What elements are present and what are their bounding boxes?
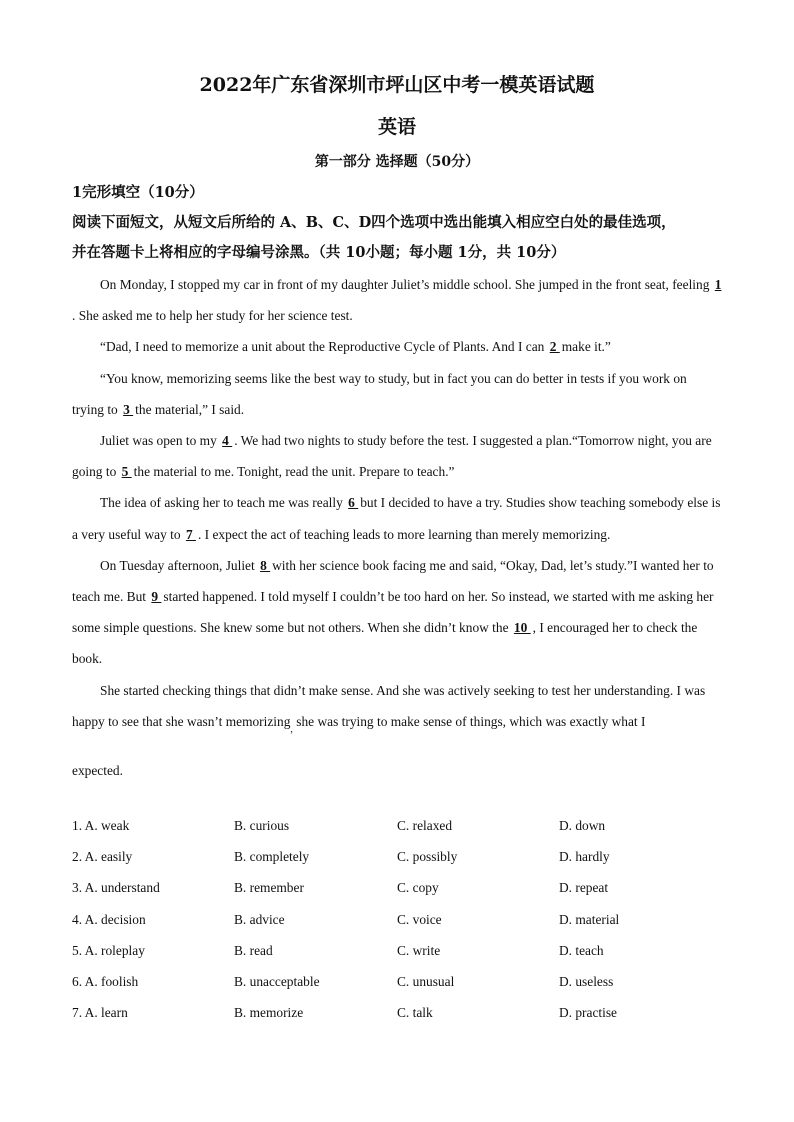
option-b: B. advice xyxy=(234,911,285,927)
option-b: B. remember xyxy=(234,880,304,896)
blank-4: 4 xyxy=(222,433,233,449)
option-d: D. down xyxy=(559,818,606,833)
option-row xyxy=(72,969,732,1000)
blank-7: 7 xyxy=(185,526,196,542)
part-title: 第一部分 选择题（50分） xyxy=(314,154,480,170)
option-d: D. useless xyxy=(559,973,614,989)
passage-paragraph: She started checking things that didn’t make sense. And she was actively seeking to test her understanding. I was happy to see that she wasn’t memorizing$_,$ she was trying to make sense of things, which was exactly what I xyxy=(72,682,706,735)
option-a: 7. A. learn xyxy=(72,1005,128,1021)
option-c: C. possibly xyxy=(397,849,458,865)
option-d: D. repeat xyxy=(559,880,609,896)
instructions-line-2: 并在答题卡上将相应的字母编号涂黑。（共 10小题；每小题 1分，共 10分） xyxy=(72,244,566,261)
option-c: C. unusual xyxy=(397,973,455,989)
option-row xyxy=(72,938,732,969)
blank-6: 6 xyxy=(348,495,359,511)
passage-paragraph: The idea of asking her to teach me was really 6 but I decided to have a try. Studies show teaching somebody else is a very useful way to 7 . I expect the act of teaching leads to more learning than merely memorizing. xyxy=(72,495,721,542)
option-b: B. unacceptable xyxy=(234,973,320,989)
option-d: D. practise xyxy=(559,1005,618,1021)
blank-5: 5 xyxy=(121,464,132,480)
passage-paragraph: “Dad, I need to memorize a unit about the Reproductive Cycle of Plants. And I can 2 make it.” xyxy=(100,339,611,355)
option-d: D. hardly xyxy=(559,849,610,865)
section-heading: 1完形填空（10分） xyxy=(72,184,204,201)
option-b: B. completely xyxy=(234,849,310,865)
blank-2: 2 xyxy=(549,339,560,355)
option-a: 1. A. weak xyxy=(72,818,130,833)
option-d: D. material xyxy=(559,911,620,927)
blank-1: 1 xyxy=(714,277,722,292)
option-a: 2. A. easily xyxy=(72,849,133,865)
passage-paragraph: Juliet was open to my 4 . We had two nights to study before the test. I suggested a plan.“Tomorrow night, you are going to 5 the material to me. Tonight, read the unit. Prepare to teach.” xyxy=(72,433,712,480)
option-a: 4. A. decision xyxy=(72,911,146,927)
option-a: 3. A. understand xyxy=(72,880,160,896)
blank-8: 8 xyxy=(260,557,271,573)
option-a: 5. A. roleplay xyxy=(72,942,145,958)
blank-3: 3 xyxy=(123,401,134,417)
option-c: C. voice xyxy=(397,911,442,927)
option-c: C. talk xyxy=(397,1005,433,1021)
passage-paragraph: “You know, memorizing seems like the best way to study, but in fact you can do better in tests if you work on trying to 3 the material,” I said. xyxy=(72,370,687,417)
passage-paragraph: On Monday, I stopped my car in front of my daughter Juliet’s middle school. She jumped in the front seat, feeling 1 . She asked me to help her study for her science test. xyxy=(72,277,722,324)
blank-10: 10 xyxy=(513,620,531,636)
blank-9: 9 xyxy=(151,589,162,605)
option-row xyxy=(72,813,732,844)
option-c: C. copy xyxy=(397,880,439,896)
cloze-passage xyxy=(72,269,722,786)
options-table xyxy=(72,813,732,1031)
subject-title: 英语 xyxy=(377,116,416,138)
option-row xyxy=(72,875,732,906)
passage-paragraph: On Tuesday afternoon, Juliet 8 with her science book facing me and said, “Okay, Dad, let’s study.”I wanted her to teach me. But 9 started happened. I told myself I couldn’t be too hard on her. So instead, we started with me asking her some simple questions. She knew some but not others. When she didn’t know the 10 , I encouraged her to check the book. xyxy=(72,557,714,667)
option-c: C. relaxed xyxy=(397,818,453,833)
option-b: B. read xyxy=(234,942,273,958)
option-a: 6. A. foolish xyxy=(72,973,139,989)
option-c: C. write xyxy=(397,942,441,958)
instructions-line-1: 阅读下面短文，从短文后所给的 A、B、C、D四个选项中选出能填入相应空白处的最佳选项， xyxy=(72,214,676,231)
exam-title: 2022年广东省深圳市坪山区中考一模英语试题 xyxy=(199,74,595,96)
option-row xyxy=(72,844,732,875)
option-b: B. memorize xyxy=(234,1005,304,1021)
passage-paragraph-end: expected. xyxy=(72,763,123,779)
option-d: D. teach xyxy=(559,942,604,958)
option-row xyxy=(72,907,732,938)
option-row xyxy=(72,1000,732,1031)
option-b: B. curious xyxy=(234,818,290,833)
